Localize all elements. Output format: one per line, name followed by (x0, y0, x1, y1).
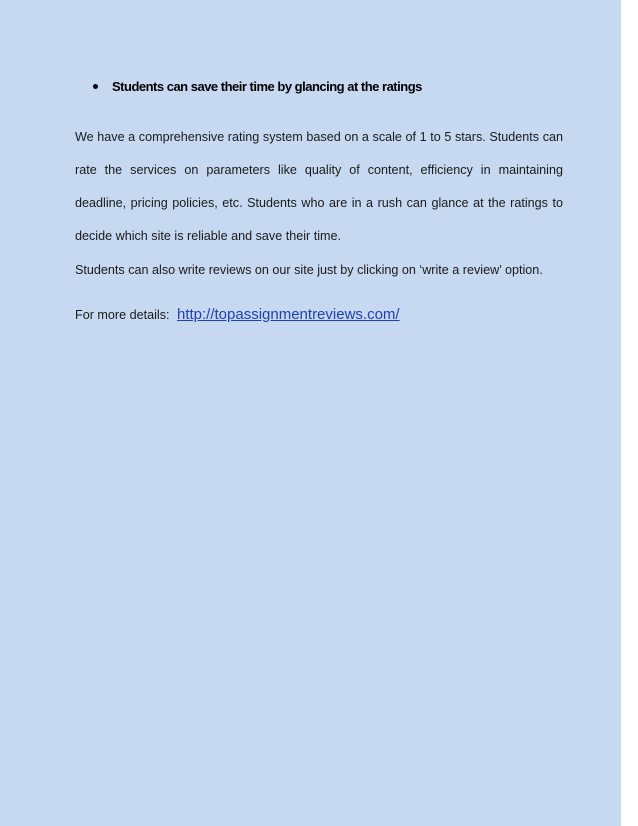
bullet-item (93, 79, 422, 94)
details-label: For more details: (75, 308, 170, 322)
paragraph-line: decide which site is reliable and save their time. (75, 229, 341, 243)
details-line (75, 306, 400, 323)
reviews-paragraph: Students can also write reviews on our site just by clicking on ‘write a review’ option. (75, 263, 543, 277)
bullet-heading: Students can save their time by glancing at the ratings (112, 79, 422, 94)
bullet-icon (93, 84, 98, 89)
paragraph-line: rate the services on parameters like quality of content, efficiency in maintaining (75, 163, 563, 177)
rating-paragraph (75, 121, 563, 253)
website-link[interactable]: http://topassignmentreviews.com/ (176, 306, 400, 323)
paragraph-line: deadline, pricing policies, etc. Students who are in a rush can glance at the ratings to (75, 196, 563, 210)
paragraph-line: We have a comprehensive rating system based on a scale of 1 to 5 stars. Students can (75, 130, 563, 144)
